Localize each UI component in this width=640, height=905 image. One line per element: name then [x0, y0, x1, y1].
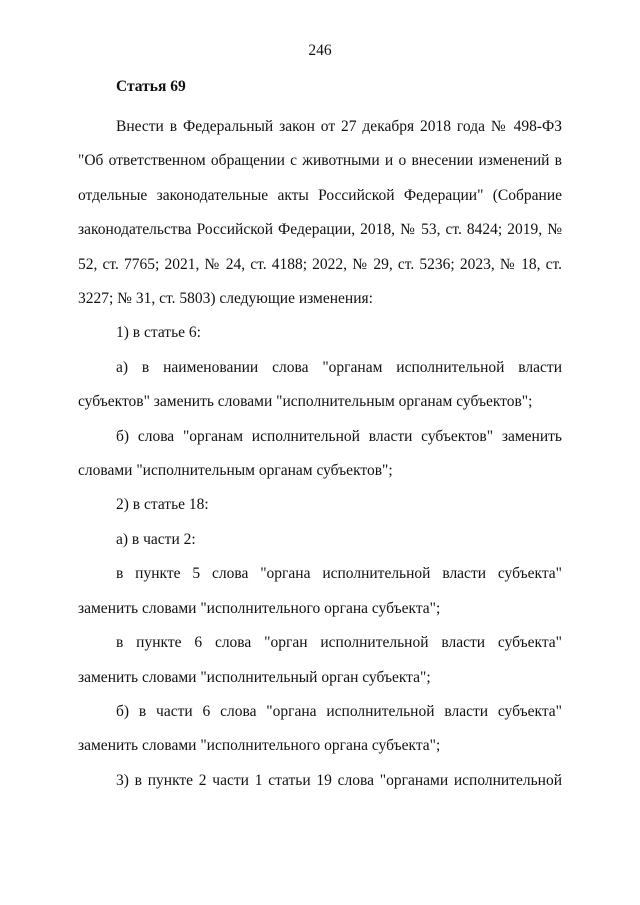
paragraph-item-2: 2) в статье 18: [116, 496, 209, 514]
page-number: 246 [308, 42, 332, 59]
article-title: Статья 69 [116, 78, 186, 95]
paragraph-item-2b: б) в части 6 слова "органа исполнительной власти субъекта" заменить словами "исполнительного органа субъекта"; [78, 702, 562, 755]
paragraph-item-3: 3) в пункте 2 части 1 статьи 19 слова "органами исполнительной [116, 771, 562, 789]
article-body [78, 110, 562, 798]
paragraph-item-1a: а) в наименовании слова "органам исполнительной власти субъектов" заменить словами "исполнительным органам субъектов"; [78, 358, 562, 411]
paragraph-item-1: 1) в статье 6: [116, 324, 201, 342]
paragraph-item-2a: а) в части 2: [116, 530, 196, 548]
paragraph-item-2a-point-5: в пункте 5 слова "органа исполнительной власти субъекта" заменить словами "исполнительного органа субъекта"; [78, 565, 562, 617]
paragraph-item-1b: б) слова "органам исполнительной власти субъектов" заменить словами "исполнительным органам субъектов"; [78, 427, 562, 480]
paragraph-item-2a-point-6: в пункте 6 слова "орган исполнительной власти субъекта" заменить словами "исполнительный орган субъекта"; [78, 634, 562, 686]
paragraph-intro: Внести в Федеральный закон от 27 декабря 2018 года № 498-ФЗ "Об ответственном обращении с животными и о внесении изменений в отдельные законодательные акты Российской Федерации" (Собрание законодательства Российской Федерации, 2018, № 53, ст. 8424; 2019, № 52, ст. 7765; 2021, № 24, ст. 4188; 2022, № 29, ст. 5236; 2023, № 18, ст. 3227; № 31, ст. 5803) следующие изменения: [78, 118, 562, 308]
